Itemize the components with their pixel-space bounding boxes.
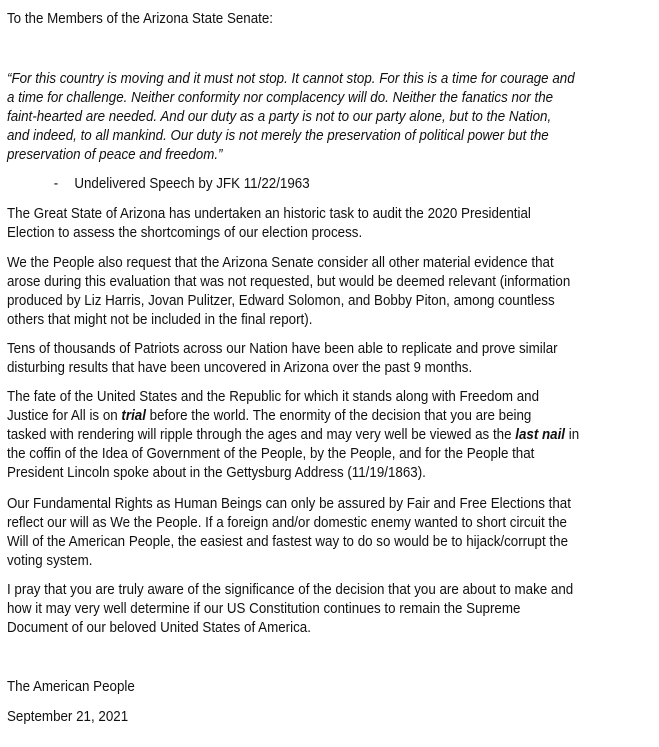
text-run: Will of the American People, the easiest and fastest way to do so would be to hijack/corrupt the xyxy=(7,534,569,551)
paragraph-line xyxy=(7,311,570,330)
body-paragraph xyxy=(7,581,573,638)
paragraph-line xyxy=(7,495,571,514)
emphasis-text: trial xyxy=(121,408,146,425)
paragraph-line xyxy=(7,359,558,378)
paragraph-line xyxy=(7,205,531,224)
text-run: before the world. The enormity of the decision that you are being xyxy=(145,408,532,425)
paragraph-line xyxy=(7,464,579,483)
salutation xyxy=(7,10,273,29)
paragraph-line xyxy=(7,552,571,571)
paragraph-line xyxy=(7,514,571,533)
text-run: The fate of the United States and the Republic for which it stands along with Freedom and xyxy=(7,389,540,405)
paragraph-line xyxy=(7,581,573,600)
text-run: others that might not be included in the final report). xyxy=(7,312,313,329)
paragraph-line xyxy=(7,340,558,359)
paragraph-line xyxy=(7,600,573,619)
text-run: reflect our will as We the People. If a foreign and/or domestic enemy wanted to short circuit the xyxy=(7,515,567,532)
body-paragraph xyxy=(7,254,570,330)
paragraph-line xyxy=(7,254,570,273)
paragraph-line xyxy=(7,426,579,445)
text-run: Tens of thousands of Patriots across our Nation have been able to replicate and prove similar xyxy=(7,341,558,357)
text-run: disturbing results that have been uncovered in Arizona over the past 9 months. xyxy=(7,360,473,377)
body-paragraph xyxy=(7,388,579,483)
text-run: produced by Liz Harris, Jovan Pulitzer, Edward Solomon, and Bobby Piton, among countless xyxy=(7,293,555,310)
salutation-text: To the Members of the Arizona State Senate: xyxy=(7,11,274,27)
paragraph-line xyxy=(7,224,531,243)
signature-text: The American People xyxy=(7,679,135,695)
date-text: September 21, 2021 xyxy=(7,709,129,725)
paragraph-line xyxy=(7,533,571,552)
text-run: Justice for All is on xyxy=(7,408,122,425)
letter-date xyxy=(7,708,128,727)
emphasis-text: last nail xyxy=(515,427,566,444)
quote-attribution xyxy=(54,175,310,194)
paragraph-line xyxy=(7,388,579,407)
body-paragraph xyxy=(7,205,531,243)
paragraph-line xyxy=(7,292,570,311)
text-run: voting system. xyxy=(7,553,93,570)
text-run: Document of our beloved United States of America. xyxy=(7,620,311,637)
attribution-text: Undelivered Speech by JFK 11/22/1963 xyxy=(74,176,310,192)
text-run: Our Fundamental Rights as Human Beings can only be assured by Fair and Free Elections that xyxy=(7,496,571,512)
body-paragraph xyxy=(7,340,558,378)
text-run: arose during this evaluation that was not requested, but would be deemed relevant (information xyxy=(7,274,571,291)
text-run: Election to assess the shortcomings of our election process. xyxy=(7,225,363,242)
quote-line: a time for challenge. Neither conformity nor complacency will do. Neither the fanatics nor the xyxy=(7,90,554,107)
text-run: I pray that you are truly aware of the significance of the decision that you are about to make and xyxy=(7,582,574,598)
attribution-dash: - xyxy=(53,176,59,192)
paragraph-line xyxy=(7,445,579,464)
text-run: the coffin of the Idea of Government of the People, by the People, and for the People that xyxy=(7,446,535,463)
signature xyxy=(7,678,135,697)
text-run: in xyxy=(565,427,580,444)
text-run: President Lincoln spoke about in the Gettysburg Address (11/19/1863). xyxy=(7,465,426,482)
quote-line: “For this country is moving and it must not stop. It cannot stop. For this is a time for courage and xyxy=(7,71,575,87)
text-run: tasked with rendering will ripple through the ages and may very well be viewed as the xyxy=(7,427,516,444)
paragraph-line xyxy=(7,619,573,638)
quote-line: and indeed, to all mankind. Our duty is not merely the preservation of political power but the xyxy=(7,128,549,145)
paragraph-line xyxy=(7,407,579,426)
quote-line: preservation of peace and freedom.” xyxy=(7,147,223,164)
paragraph-line xyxy=(7,273,570,292)
text-run: The Great State of Arizona has undertaken an historic task to audit the 2020 Presidential xyxy=(7,206,531,222)
jfk-quote xyxy=(7,70,575,165)
quote-line: faint-hearted are needed. And our duty as a party is not to our party alone, but to the Nation, xyxy=(7,109,552,126)
body-paragraph xyxy=(7,495,571,571)
text-run: how it may very well determine if our US Constitution continues to remain the Supreme xyxy=(7,601,521,618)
text-run: We the People also request that the Arizona Senate consider all other material evidence that xyxy=(7,255,554,271)
